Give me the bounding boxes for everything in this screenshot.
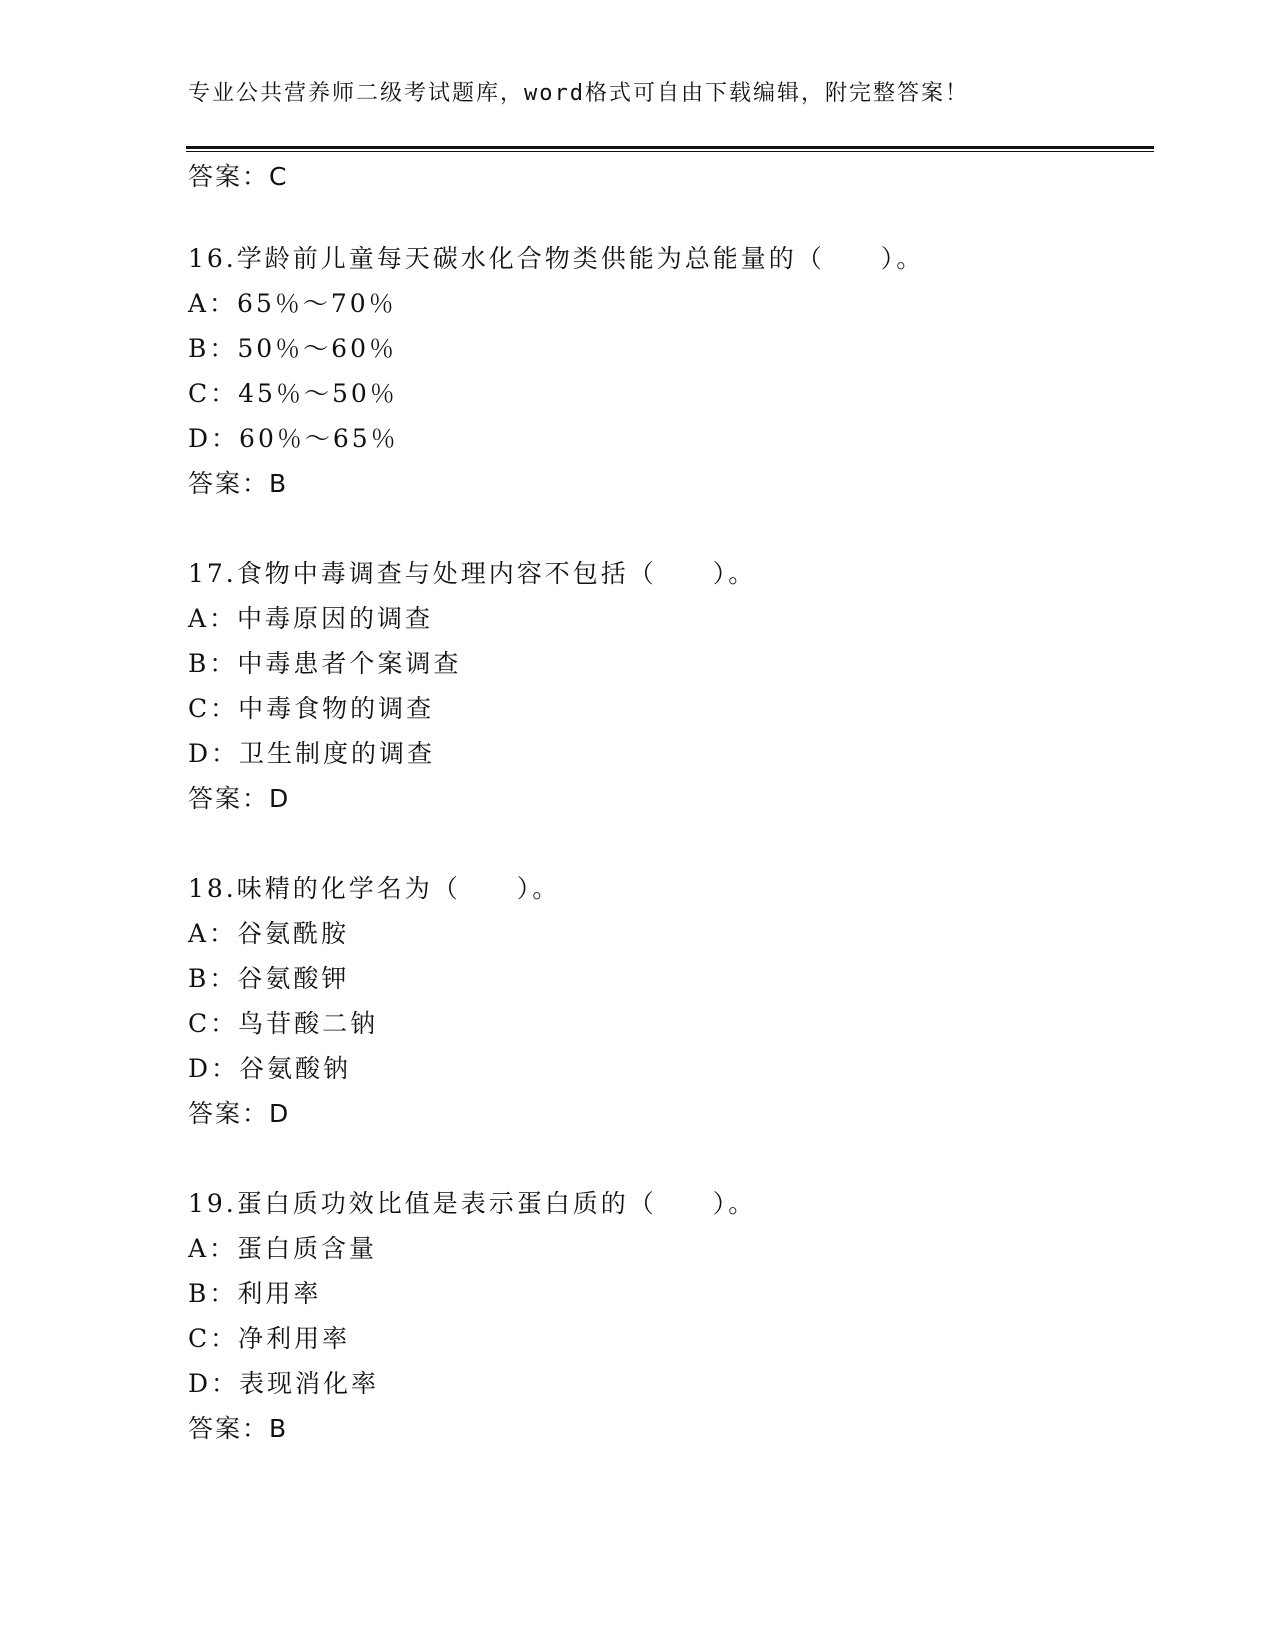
option-a: A：谷氨酰胺 [188, 919, 350, 948]
header-divider-thick [186, 146, 1154, 149]
option-d: D：60％～65％ [188, 424, 399, 453]
option-c: C：中毒食物的调查 [188, 694, 435, 723]
option-c: C：鸟苷酸二钠 [188, 1009, 379, 1038]
option-b: B：50％～60％ [188, 334, 397, 363]
option-d: D：谷氨酸钠 [188, 1054, 352, 1083]
option-d: D：卫生制度的调查 [188, 739, 436, 768]
option-b: B：中毒患者个案调查 [188, 649, 462, 678]
option-a: A：蛋白质含量 [188, 1234, 378, 1263]
answer: 答案：D [188, 1099, 291, 1128]
page-header: 专业公共营养师二级考试题库，word格式可自由下载编辑，附完整答案！ [188, 81, 969, 106]
option-a: A：中毒原因的调查 [188, 604, 434, 633]
question-stem: 17.食物中毒调查与处理内容不包括（ ）。 [188, 559, 757, 588]
header-divider-thin [186, 151, 1154, 152]
option-c: C：45％～50％ [188, 379, 398, 408]
answer: 答案：B [188, 469, 289, 498]
answer: 答案：D [188, 784, 291, 813]
option-b: B：谷氨酸钾 [188, 964, 350, 993]
option-a: A：65％～70％ [188, 289, 397, 318]
question-stem: 16.学龄前儿童每天碳水化合物类供能为总能量的（ ）。 [188, 244, 925, 273]
answer-15: 答案：C [188, 162, 289, 191]
option-c: C：净利用率 [188, 1324, 351, 1353]
answer: 答案：B [188, 1414, 289, 1443]
option-d: D：表现消化率 [188, 1369, 380, 1398]
question-stem: 19.蛋白质功效比值是表示蛋白质的（ ）。 [188, 1189, 757, 1218]
option-b: B：利用率 [188, 1279, 322, 1308]
question-stem: 18.味精的化学名为（ ）。 [188, 874, 561, 903]
